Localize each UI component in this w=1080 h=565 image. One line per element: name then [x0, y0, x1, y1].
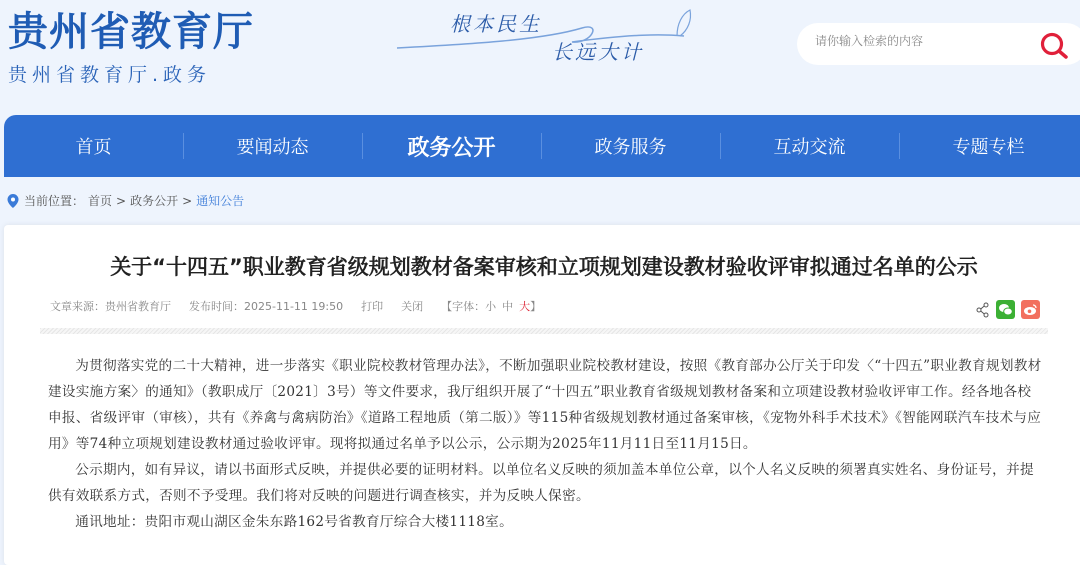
breadcrumb — [6, 192, 244, 209]
article-meta — [50, 298, 559, 314]
article-paragraph: 为贯彻落实党的二十大精神，进一步落实《职业院校教材管理办法》，不断加强职业院校教材建设，按照《教育部办公厅关于印发〈“十四五”职业教育规划教材建设实施方案〉的通知》（教职成厅〔2021〕3号）等文件要求，我厅组织开展了“十四五”职业教育省级规划教材备案和立项建设教材验收评审工作。经各地各校申报、省级评审（审核），共有《养禽与禽病防治》《道路工程地质（第二版）》等115种省级规划教材通过备案审核，《宠物外科手术技术》《智能网联汽车技术与应用》等74种立项规划建设教材通过验收评审。现将拟通过名单予以公示，公示期为2025年11月11日至11月15日。 — [48, 358, 1042, 452]
search-box — [797, 23, 1080, 65]
search-icon[interactable] — [1039, 31, 1069, 65]
breadcrumb-home[interactable]: 首页 — [88, 194, 113, 208]
site-logo[interactable] — [8, 8, 254, 87]
location-pin-icon — [6, 193, 20, 209]
nav-services[interactable]: 政务服务 — [541, 115, 720, 177]
search-input[interactable] — [815, 34, 1025, 48]
wechat-icon[interactable] — [996, 300, 1015, 319]
font-small-button[interactable]: 小 — [485, 300, 497, 313]
breadcrumb-gov-affairs[interactable]: 政务公开 — [130, 194, 179, 208]
slogan-line1: 根本民生 — [450, 12, 542, 36]
font-size-label: 【字体： — [441, 300, 486, 313]
article-paragraph: 公示期内，如有异议，请以书面形式反映，并提供必要的证明材料。以单位名义反映的须加盖本单位公章，以个人名义反映的须署真实姓名、身份证号，并提供有效联系方式，否则不予受理。我们将对反映的问题进行调查核实，并为反映人保密。 — [48, 462, 1034, 504]
breadcrumb-notices[interactable]: 通知公告 — [196, 194, 245, 208]
font-size-bracket: 】 — [530, 300, 542, 313]
article-paragraph: 通讯地址：贵阳市观山湖区金朱东路162号省教育厅综合大楼1118室。 — [75, 514, 513, 530]
main-nav — [4, 115, 1080, 177]
nav-home[interactable]: 首页 — [75, 137, 112, 158]
article-time: 发布时间：2025-11-11 19:50 — [189, 300, 344, 313]
nav-interaction[interactable]: 互动交流 — [720, 115, 899, 177]
weibo-icon[interactable] — [1021, 300, 1040, 319]
logo-title: 贵州省教育厅 — [8, 9, 254, 55]
slogan-banner — [392, 4, 702, 64]
breadcrumb-prefix: 当前位置： — [24, 194, 85, 208]
nav-topics[interactable]: 专题专栏 — [899, 115, 1078, 177]
article-card — [4, 225, 1080, 565]
article-body — [48, 353, 1044, 535]
article-source: 文章来源：贵州省教育厅 — [50, 300, 171, 313]
nav-gov-affairs[interactable]: 政务公开 — [362, 115, 541, 177]
font-medium-button[interactable]: 中 — [502, 300, 514, 313]
share-icon[interactable] — [976, 302, 990, 318]
font-large-button[interactable]: 大 — [519, 300, 531, 313]
article-title: 关于“十四五”职业教育省级规划教材备案审核和立项规划建设教材验收评审拟通过名单的公示 — [110, 255, 978, 279]
logo-subtitle: 贵州省教育厅.政务 — [8, 64, 212, 86]
slogan-line2: 长远大计 — [552, 40, 644, 64]
share-bar — [976, 300, 1040, 319]
slogan-swoosh-icon — [392, 4, 702, 64]
breadcrumb-separator: > — [182, 193, 193, 208]
divider — [40, 328, 1048, 334]
nav-news[interactable]: 要闻动态 — [183, 115, 362, 177]
close-link[interactable]: 关闭 — [401, 300, 424, 313]
print-link[interactable]: 打印 — [361, 300, 384, 313]
breadcrumb-separator: > — [116, 193, 127, 208]
